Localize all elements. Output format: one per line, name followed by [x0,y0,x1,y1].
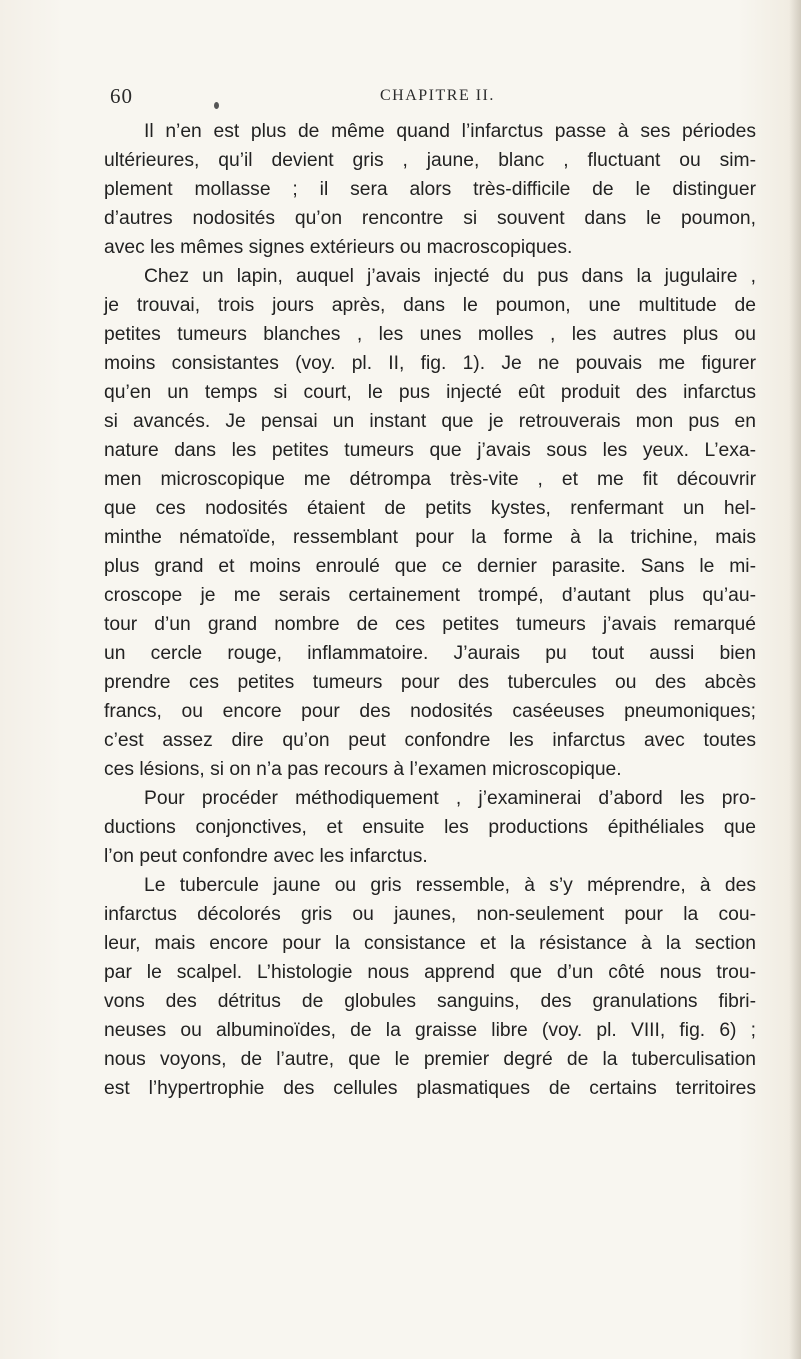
text-line: Pour procéder méthodiquement , j’examinerai d’abord les pro- [144,788,756,809]
text-line: francs, ou encore pour des nodosités caséeuses pneumoniques; [104,701,756,722]
text-line: Le tubercule jaune ou gris ressemble, à s’y méprendre, à des [144,875,756,896]
text-line: c’est assez dire qu’on peut confondre les infarctus avec toutes [104,730,756,751]
page-edge-shadow [789,0,801,1359]
text-line: croscope je me serais certainement trompé, d’autant plus qu’au- [104,585,756,606]
text-line: infarctus décolorés gris ou jaunes, non-seulement pour la cou- [104,904,756,925]
text-line: ces lésions, si on n’a pas recours à l’examen microscopique. [104,759,622,780]
running-header [110,84,750,114]
text-line: qu’en un temps si court, le pus injecté eût produit des infarctus [104,382,756,403]
text-line: petites tumeurs blanches , les unes molles , les autres plus ou [104,324,756,345]
text-line: nature dans les petites tumeurs que j’avais sous les yeux. L’exa- [104,440,756,461]
text-line: moins consistantes (voy. pl. II, fig. 1). Je ne pouvais me figurer [104,353,756,374]
text-line: un cercle rouge, inflammatoire. J’aurais pu tout aussi bien [104,643,756,664]
text-line: est l’hypertrophie des cellules plasmatiques de certains territoires [104,1078,756,1099]
body-text [104,117,756,1103]
text-line: neuses ou albuminoïdes, de la graisse libre (voy. pl. VIII, fig. 6) ; [104,1020,756,1041]
text-line: que ces nodosités étaient de petits kystes, renfermant un hel- [104,498,756,519]
text-line: d’autres nodosités qu’on rencontre si souvent dans le poumon, [104,208,756,229]
text-line: leur, mais encore pour la consistance et la résistance à la section [104,933,756,954]
text-line: Chez un lapin, auquel j’avais injecté du pus dans la jugulaire , [144,266,756,287]
text-line: plus grand et moins enroulé que ce dernier parasite. Sans le mi- [104,556,756,577]
text-line: tour d’un grand nombre de ces petites tumeurs j’avais remarqué [104,614,756,635]
text-line: nous voyons, de l’autre, que le premier degré de la tuberculisation [104,1049,756,1070]
text-line: avec les mêmes signes extérieurs ou macroscopiques. [104,237,573,258]
text-line: ultérieures, qu’il devient gris , jaune, blanc , fluctuant ou sim- [104,150,756,171]
text-line: Il n’en est plus de même quand l’infarctus passe à ses périodes [144,121,756,142]
text-line: je trouvai, trois jours après, dans le poumon, une multitude de [104,295,756,316]
text-line: l’on peut confondre avec les infarctus. [104,846,428,867]
chapter-title: CHAPITRE II. [380,87,495,104]
text-line: men microscopique me détrompa très-vite , et me fit découvrir [104,469,756,490]
text-line: par le scalpel. L’histologie nous apprend que d’un côté nous trou- [104,962,756,983]
text-line: si avancés. Je pensai un instant que je retrouverais mon pus en [104,411,756,432]
text-line: plement mollasse ; il sera alors très-difficile de le distinguer [104,179,756,200]
text-line: prendre ces petites tumeurs pour des tubercules ou des abcès [104,672,756,693]
text-line: ductions conjonctives, et ensuite les productions épithéliales que [104,817,756,838]
page-number: 60 [110,84,133,108]
text-line: vons des détritus de globules sanguins, des granulations fibri- [104,991,756,1012]
text-line: minthe nématoïde, ressemblant pour la forme à la trichine, mais [104,527,756,548]
ink-speck [214,102,219,109]
